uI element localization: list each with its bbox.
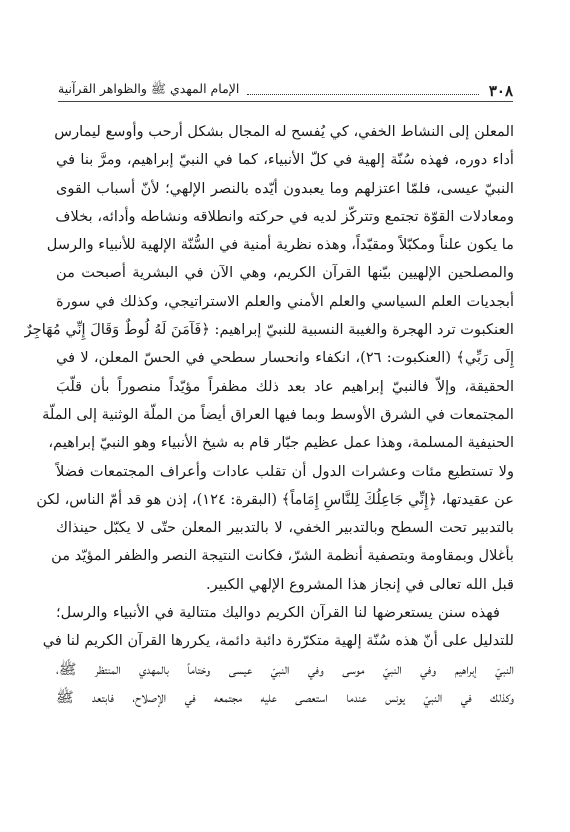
text-line: أبجديات العلم السياسي والعلم الأمني والعلم الاستراتيجي، وكذلك في سورة [56,292,514,310]
text-line: بأغلال وبمقاومة وبتصفية أنظمة الشرّ، فكانت النتيجة النصر والظفر المؤيّد من [51,547,514,565]
text-line: ومعادلات القوّة تجتمع وتتركّز لديه في حركته وانطلاقه ونشاطه وأدائه، بخلاف [55,207,514,225]
text-line: عن عقيدتها، ﴿إِنِّي جَاعِلُكَ لِلنَّاسِ إِمَاماً﴾ (البقرة: ١٢٤)، إذن هو قد أمّ الناس، لكن [36,490,514,508]
text-line: الحقيقة، وإلاّ فالنبيّ إبراهيم عاد بعد ذلك مظفراً مؤيّداً منصوراً بأن قلّبَ [56,377,514,395]
page-number: ٣٠٨ [488,82,513,100]
text-line: الحنيفية المسلمة، وهذا عمل عظيم جبّار قام به شيخ الأنبياء وهو النبيّ إبراهيم، [48,434,514,452]
text-line: المجتمعات في الشرق الأوسط وبما فيها العراق أيضاً من الملّة الوثنية إلى الملّة [42,405,514,423]
text-line: والمصلحين الإلهيين بيّنها القرآن الكريم، وهي الآن في البشرية أصبحت من [56,264,514,282]
text-line: بالتدبير تحت السطح وبالتدبير الخفي، لا بالتدبير المعلن حتّى لا يكبّل حينذاك [56,519,514,537]
body-text [24,118,514,712]
text-line: النبيّ عيسى، فلمّا اعتزلهم وما يعبدون أيّده بالنصر الإلهي؛ لأنّ أسباب القوى [56,179,514,197]
header-rule [58,101,513,102]
running-title: الإمام المهدي ﷺ والظواهر القرآنية [58,81,240,96]
text-line: ولا تستطيع مئات وعشرات الدول أن تقلب عادات وأعراف المجتمعات فضلاً [56,462,514,480]
text-line: أداء دوره، فهذه سُنّة إلهية في كلّ الأنبياء، كما في النبيّ إبراهيم، ومرَّ بنا في [56,151,514,169]
text-line: ما يكون علناً ومكبّلاً ومقيّداً، وهذه نظرية أمنية في السُّنّة الإلهية للأنبياء والرسل [46,236,514,254]
text-line: المعلن إلى النشاط الخفي، كي يُفسح له المجال بشكل أرحب وأوسع ليمارس [54,123,514,140]
dotted-leader [247,93,478,95]
running-header [58,72,513,100]
text-line: للتدليل على أنّ هذه سُنّة إلهية متكرّرة دائبة دائمة، يكررها القرآن الكريم لنا في [42,632,514,650]
paragraph-start-line: فهذه سنن يستعرضها لنا القرآن الكريم دواليك متتالية في الأنبياء والرسل؛ [56,604,500,622]
text-line: العنكبوت ترد الهجرة والغيبة النسبية للنبيّ إبراهيم: ﴿فَآمَنَ لَهُ لُوطٌ وَقَالَ إِنِّي مُهَاجِرٌ [24,321,514,339]
text-line: وكذلك في النبيّ يونس عندما استعصى عليه مجتمعه في الإصلاح، فابتعد ﷺ [56,688,514,706]
text-line: النبيّ إبراهيم وفي النبيّ موسى وفي النبيّ عيسى وختاماً بالمهدي المنتظر ﷺ، [56,660,514,678]
text-line: إِلَى رَبِّي﴾ (العنكبوت: ٢٦)، انكفاء وانحسار سطحي في الحسّ المعلن، لا في [56,349,514,367]
paragraph-end-line: قبل الله تعالى في إنجاز هذا المشروع الإلهي الكبير. [206,575,514,593]
